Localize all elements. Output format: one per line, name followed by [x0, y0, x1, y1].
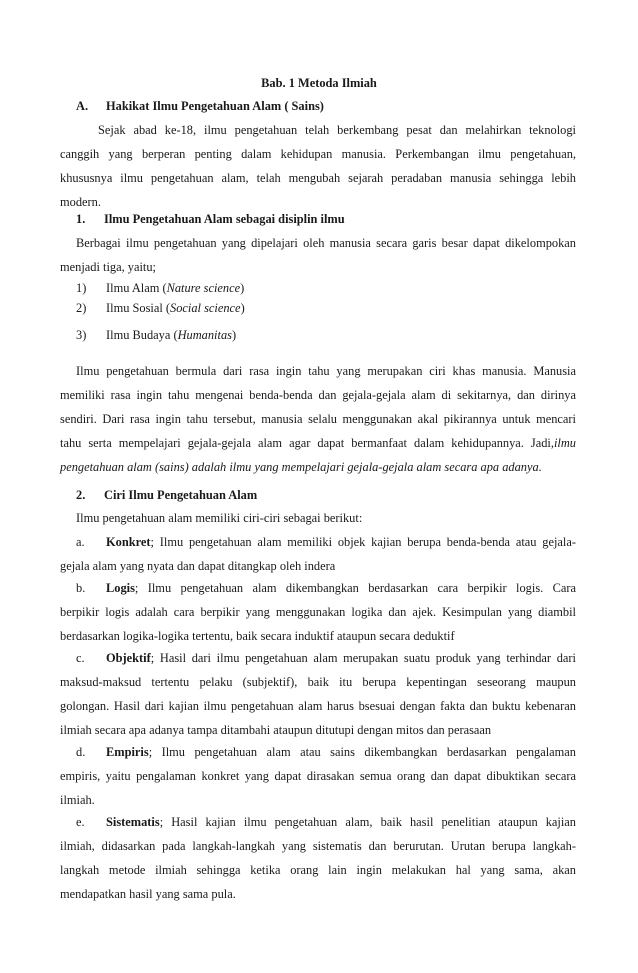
ciri-e-line-3: langkah metode ilmiah sehingga ketika orang lain ingin melakukan hal yang sama, akan	[60, 863, 576, 877]
list-item-end: )	[240, 301, 245, 315]
para2-line-1: Ilmu pengetahuan bermula dari rasa ingin tahu yang merupakan ciri khas manusia. Manusia	[76, 364, 576, 378]
section-a-heading	[76, 98, 576, 114]
ciri-term: Konkret	[106, 535, 151, 549]
sub1-para-line-1: Berbagai ilmu pengetahuan yang dipelajari oleh manusia secara garis besar dapat dikelompokan	[76, 236, 576, 250]
para2-line-4-italic: ilmu	[553, 436, 576, 450]
list-item-3	[76, 327, 592, 343]
para2-line-3: sendiri. Dari rasa ingin tahu tersebut, manusia selalu menggunakan akal pikirannya untuk mencari	[60, 412, 576, 426]
ciri-b-line-2: berpikir logis adalah cara berpikir yang menggunakan logika dan ajek. Kesimpulan yang diambil	[60, 605, 576, 619]
sub2-heading	[76, 487, 592, 503]
ciri-c-line-3: golongan. Hasil dari kajian ilmu pengetahuan alam harus bsesuai dengan fakta dan buktu kebenaran	[60, 699, 576, 713]
intro-line-1: Sejak abad ke-18, ilmu pengetahuan telah berkembang pesat dan melahirkan teknologi	[98, 123, 576, 137]
ciri-term: Objektif	[106, 651, 151, 665]
ciri-letter: a.	[76, 535, 85, 549]
page-title: Bab. 1 Metoda Ilmiah	[261, 76, 377, 90]
ciri-text: ; Ilmu pengetahuan alam atau sains dikembangkan berdasarkan pengalaman	[148, 745, 576, 759]
ciri-letter: d.	[76, 745, 86, 759]
sub1-title: Ilmu Pengetahuan Alam sebagai disiplin ilmu	[104, 212, 345, 226]
section-a-title: Hakikat Ilmu Pengetahuan Alam ( Sains)	[106, 99, 324, 113]
ciri-letter: c.	[76, 651, 85, 665]
ciri-e-line-1	[76, 814, 576, 830]
ciri-c-line-4: ilmiah secara apa adanya tampa ditambahi ataupun ditutupi dengan mitos dan perasaan	[60, 723, 492, 737]
ciri-term: Sistematis	[106, 815, 160, 829]
sub2-title: Ciri Ilmu Pengetahuan Alam	[104, 488, 258, 502]
ciri-letter: b.	[76, 581, 86, 595]
list-item-2	[76, 300, 592, 316]
sub1-heading	[76, 211, 592, 227]
ciri-d-line-2: empiris, yaitu pengalaman konkret yang dapat dirasakan semua orang dan dapat dibuktikan secara	[60, 769, 576, 783]
ciri-c-line-1	[76, 650, 576, 666]
section-a-label: A.	[76, 99, 89, 113]
list-item-italic: Social science	[170, 301, 241, 315]
ciri-c-line-2: maksud-maksud tertentu pelaku (subjektif), baik itu berupa kepentingan seseorang maupun	[60, 675, 576, 689]
list-item-text: Ilmu Sosial (	[106, 301, 171, 315]
list-item-number: 1)	[76, 281, 87, 295]
para2-line-2: memiliki rasa ingin tahu mengenai benda-benda dan gejala-gejala alam di sekitarnya, dan dirinya	[60, 388, 576, 402]
ciri-text: ; Hasil dari ilmu pengetahuan alam merupakan suatu produk yang terhindar dari	[150, 651, 576, 665]
ciri-text: ; Ilmu pengetahuan alam dikembangkan berdasarkan cara berpikir logis. Cara	[134, 581, 576, 595]
ciri-e-line-2: ilmiah, didasarkan pada langkah-langkah yang sistematis dan berurutan. Urutan berupa langkah-	[60, 839, 576, 853]
sub1-para-line-2: menjadi tiga, yaitu;	[60, 260, 157, 274]
sub2-intro: Ilmu pengetahuan alam memiliki ciri-ciri sebagai berikut:	[76, 511, 363, 525]
ciri-letter: e.	[76, 815, 85, 829]
para2-line-4	[60, 435, 576, 451]
ciri-d-line-3: ilmiah.	[60, 793, 95, 807]
ciri-a-line-1	[76, 534, 576, 550]
list-item-1	[76, 280, 592, 296]
list-item-text: Ilmu Budaya (	[106, 328, 178, 342]
ciri-a-line-2: gejala alam yang nyata dan dapat ditangkap oleh indera	[60, 559, 336, 573]
list-item-number: 3)	[76, 328, 87, 342]
list-item-end: )	[240, 281, 245, 295]
para2-line-4-plain: tahu serta mempelajari gejala-gejala alam agar dapat bermanfaat dalam kehidupannya. Jadi,	[60, 436, 554, 450]
list-item-end: )	[231, 328, 237, 342]
intro-line-3: khususnya ilmu pengetahuan alam, telah mengubah sejarah peradaban manusia sehingga lebih	[60, 171, 576, 185]
list-item-text: Ilmu Alam (	[106, 281, 167, 295]
list-item-number: 2)	[76, 301, 87, 315]
sub2-number: 2.	[76, 488, 86, 502]
intro-line-4: modern.	[60, 195, 101, 209]
ciri-e-line-4: mendapatkan hasil yang sama pula.	[60, 887, 236, 901]
ciri-term: Logis	[106, 581, 135, 595]
ciri-text: ; Ilmu pengetahuan alam memiliki objek kajian berupa benda-benda atau gejala-	[150, 535, 576, 549]
ciri-b-line-1	[76, 580, 576, 596]
list-item-italic: Nature science	[166, 281, 241, 295]
list-item-italic: Humanitas	[177, 328, 232, 342]
ciri-b-line-3: berdasarkan logika-logika tertentu, baik secara induktif ataupun secara deduktif	[60, 629, 455, 643]
ciri-text: ; Hasil kajian ilmu pengetahuan alam, baik hasil penelitian ataupun kajian	[159, 815, 576, 829]
sub1-number: 1.	[76, 212, 86, 226]
ciri-d-line-1	[76, 744, 576, 760]
ciri-term: Empiris	[106, 745, 149, 759]
para2-definition: pengetahuan alam (sains) adalah ilmu yang mempelajari gejala-gejala alam secara apa adanya.	[60, 460, 542, 474]
intro-line-2: canggih yang berperan penting dalam kehidupan manusia. Perkembangan ilmu pengetahuan,	[60, 147, 576, 161]
